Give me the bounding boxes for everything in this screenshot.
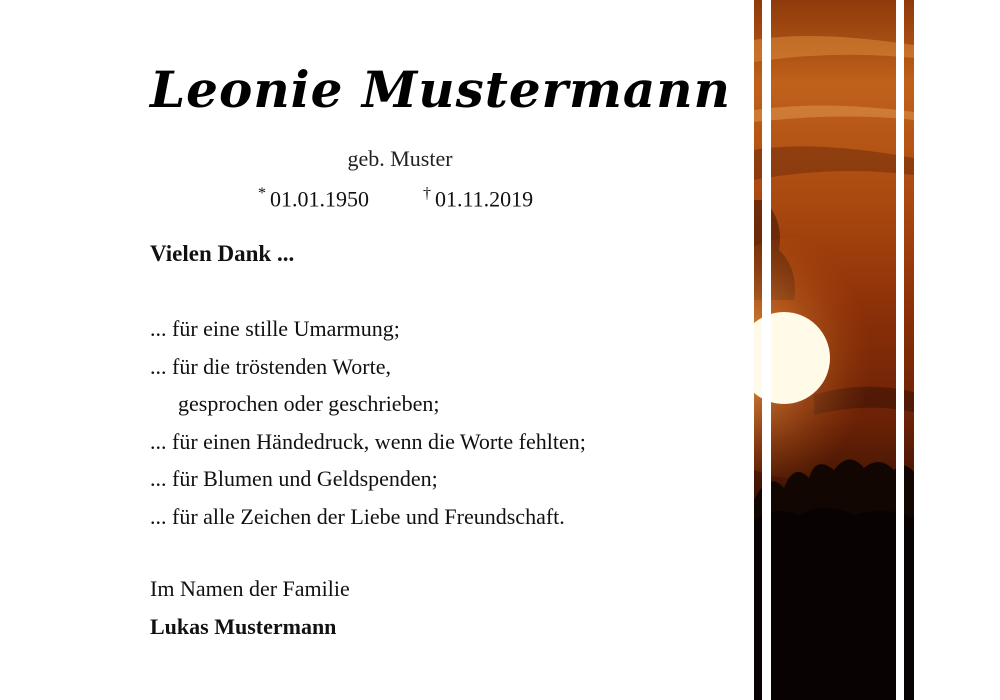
thanks-heading: Vielen Dank ... [150,241,295,266]
death-date: 01.11.2019 [435,186,534,212]
photo-divider-right [896,0,904,700]
thanks-lines [150,310,710,535]
death-date-group [423,185,533,212]
sunset-photo [754,0,914,700]
thanks-line: ... für alle Zeichen der Liebe und Freundschaft. [150,503,565,529]
thanks-line: ... für Blumen und Geldspenden; [150,466,438,491]
deceased-name: Leonie Mustermann [150,60,731,119]
thanks-line: gesprochen oder geschrieben; [178,391,440,416]
photo-divider-left [762,0,771,700]
family-label: Im Namen der Familie [150,576,350,601]
birth-date-group [258,185,369,212]
death-symbol: † [423,185,431,202]
thanks-line: ... für einen Händedruck, wenn die Worte fehlten; [150,428,586,454]
birth-date: 01.01.1950 [270,186,369,212]
family-name: Lukas Mustermann [150,614,337,639]
thanks-line: ... für eine stille Umarmung; [150,316,400,341]
thanks-line: ... für die tröstenden Worte, [150,353,391,379]
maiden-name: geb. Muster [347,146,453,171]
birth-symbol: * [258,185,266,202]
